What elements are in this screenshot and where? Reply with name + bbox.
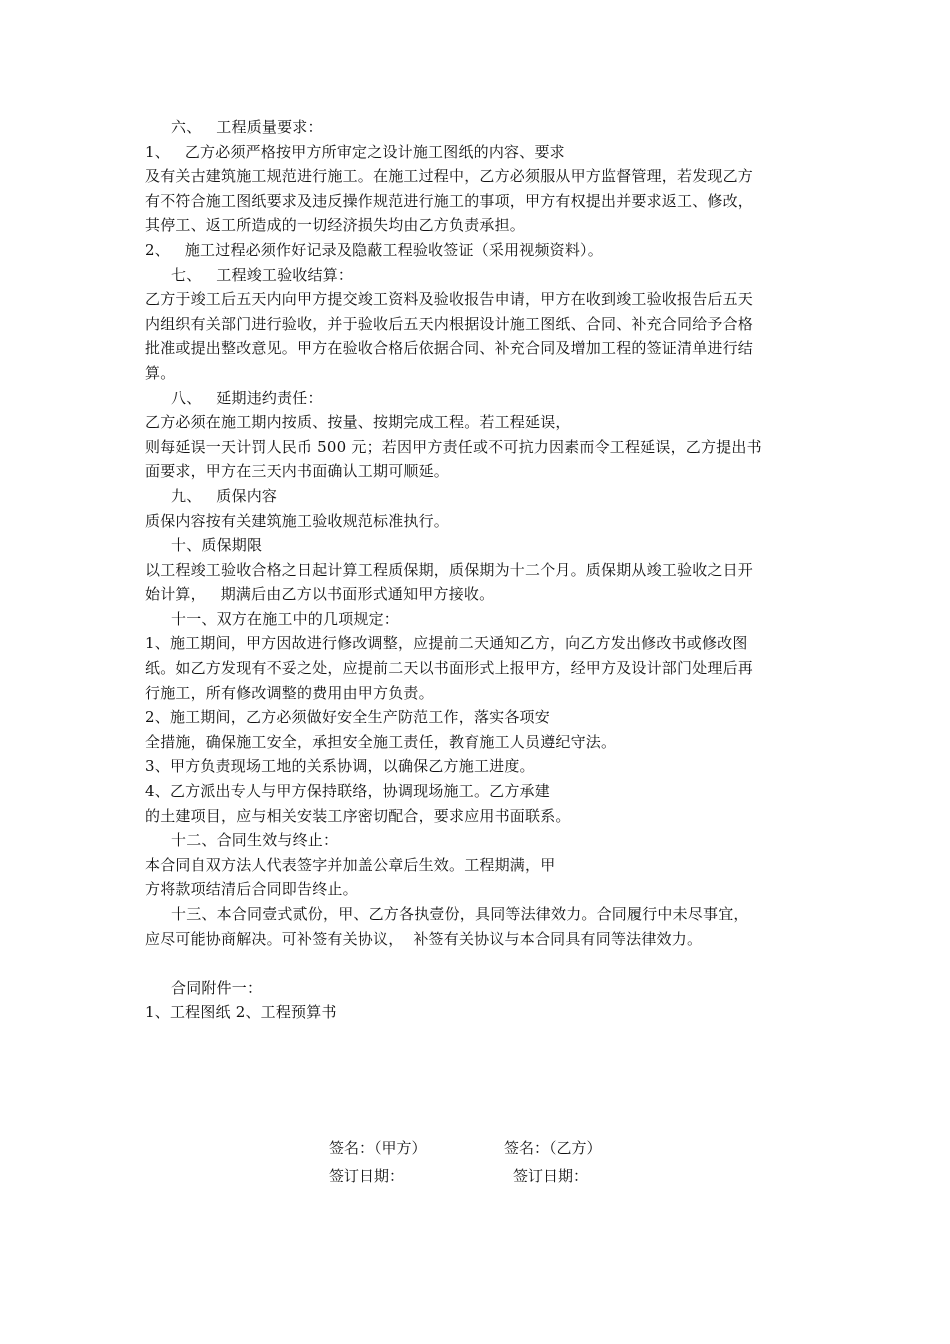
- contract-line: 1、 乙方必须严格按甲方所审定之设计施工图纸的内容、要求: [145, 142, 565, 161]
- contract-line: 十一、双方在施工中的几项规定：: [171, 609, 400, 628]
- contract-line: 乙方于竣工后五天内向甲方提交竣工资料及验收报告申请，甲方在收到竣工验收报告后五天: [145, 290, 754, 309]
- contract-line: 乙方必须在施工期内按质、按量、按期完成工程。若工程延误，: [145, 413, 571, 432]
- contract-line: 批准或提出整改意见。甲方在验收合格后依据合同、补充合同及增加工程的签证清单进行结: [145, 339, 754, 358]
- contract-line: 本合同自双方法人代表签字并加盖公章后生效。工程期满，甲: [145, 855, 556, 874]
- contract-line: 则每延误一天计罚人民币 500 元；若因甲方责任或不可抗力因素而令工程延误，乙方提出书: [145, 437, 762, 456]
- contract-line: 其停工、返工所造成的一切经济损失均由乙方负责承担。: [145, 216, 526, 235]
- contract-line: 内组织有关部门进行验收，并于验收后五天内根据设计施工图纸、合同、补充合同给予合格: [145, 314, 754, 333]
- contract-line: 始计算， 期满后由乙方以书面形式通知甲方接收。: [145, 585, 495, 604]
- contract-line: 行施工，所有修改调整的费用由甲方负责。: [145, 683, 434, 702]
- contract-line: 十二、合同生效与终止：: [171, 831, 339, 850]
- contract-line: 六、 工程质量要求：: [171, 118, 323, 136]
- signature-block: [329, 1134, 689, 1190]
- contract-line: 应尽可能协商解决。可补签有关协议， 补签有关协议与本合同具有同等法律效力。: [145, 929, 703, 948]
- contract-line: 的土建项目，应与相关安装工序密切配合，要求应用书面联系。: [145, 806, 571, 825]
- party-b-signature-label: 签名：（乙方）: [504, 1139, 602, 1157]
- contract-line: 2、施工期间，乙方必须做好安全生产防范工作，落实各项安: [145, 708, 550, 727]
- contract-line: 七、 工程竣工验收结算：: [171, 265, 354, 284]
- contract-line: 质保内容按有关建筑施工验收规范标准执行。: [145, 511, 450, 530]
- contract-line: 面要求，甲方在三天内书面确认工期可顺延。: [145, 462, 450, 481]
- contract-line: 以工程竣工验收合格之日起计算工程质保期，质保期为十二个月。质保期从竣工验收之日开: [145, 560, 754, 579]
- contract-line: 方将款项结清后合同即告终止。: [145, 880, 358, 899]
- party-a-date-label: 签订日期：: [329, 1167, 405, 1185]
- contract-line: 3、甲方负责现场工地的关系协调，以确保乙方施工进度。: [145, 757, 535, 776]
- contract-line: 及有关古建筑施工规范进行施工。在施工过程中，乙方必须服从甲方监督管理，若发现乙方: [145, 167, 754, 186]
- contract-line: 八、 延期违约责任：: [171, 388, 323, 407]
- contract-line: 4、乙方派出专人与甲方保持联络，协调现场施工。乙方承建: [145, 782, 550, 801]
- attachment-title: 合同附件一：: [171, 978, 263, 997]
- signing-date-row: [329, 1162, 689, 1190]
- contract-line: 十、质保期限: [171, 536, 263, 555]
- attachment-items: 1、工程图纸 2、工程预算书: [145, 1003, 337, 1022]
- blank-line: [145, 951, 813, 976]
- contract-body: [145, 115, 813, 1025]
- contract-line: 纸。如乙方发现有不妥之处，应提前二天以书面形式上报甲方，经甲方及设计部门处理后再: [145, 659, 754, 678]
- contract-line: 九、 质保内容: [171, 486, 278, 505]
- contract-line: 1、施工期间，甲方因故进行修改调整，应提前二天通知乙方，向乙方发出修改书或修改图: [145, 634, 748, 653]
- contract-line: 有不符合施工图纸要求及违反操作规范进行施工的事项，甲方有权提出并要求返工、修改，: [145, 191, 754, 210]
- signature-row: [329, 1134, 689, 1162]
- contract-line: 十三、本合同壹式贰份，甲、乙方各执壹份，具同等法律效力。合同履行中未尽事宜，: [171, 905, 749, 923]
- contract-line: 全措施，确保施工安全，承担安全施工责任，教育施工人员遵纪守法。: [145, 732, 617, 751]
- contract-line: 2、 施工过程必须作好记录及隐蔽工程验收签证（采用视频资料）。: [145, 240, 603, 259]
- party-b-date-label: 签订日期：: [513, 1167, 589, 1185]
- contract-line: 算。: [145, 363, 176, 382]
- contract-clauses: [145, 115, 813, 951]
- party-a-signature-label: 签名：（甲方）: [329, 1139, 427, 1157]
